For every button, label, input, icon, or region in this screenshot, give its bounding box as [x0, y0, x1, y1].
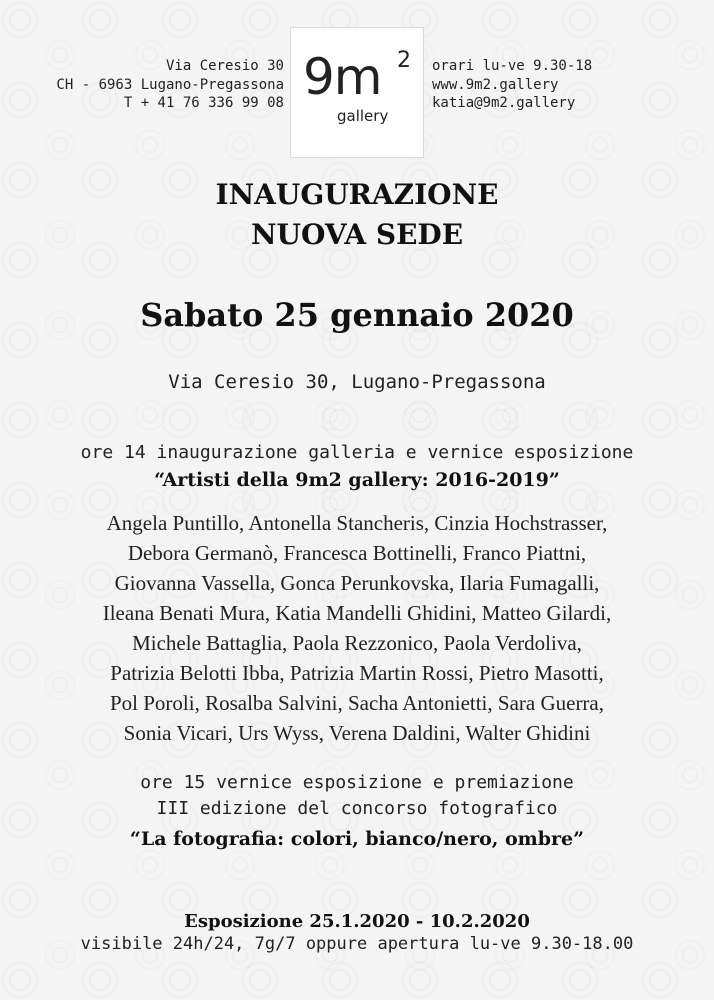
header-email: katia@9m2.gallery — [432, 95, 576, 111]
event-date: Sabato 25 gennaio 2020 — [140, 296, 574, 334]
artist-line: Patrizia Belotti Ibba, Patrizia Martin Rossi, Pietro Masotti, — [110, 661, 604, 685]
header-website: www.9m2.gallery — [432, 76, 559, 93]
logo-subtext: gallery — [337, 107, 389, 125]
logo-superscript: 2 — [397, 48, 411, 73]
header-city: CH - 6963 Lugano-Pregassona — [56, 76, 284, 93]
header-phone: T + 41 76 336 99 08 — [123, 95, 284, 111]
artist-line: Pol Poroli, Rosalba Salvini, Sacha Antonietti, Sara Guerra, — [109, 691, 604, 715]
artist-line: Giovanna Vassella, Gonca Perunkovska, Ilaria Fumagalli, — [114, 571, 600, 595]
header-address: Via Ceresio 30 — [165, 58, 284, 74]
header-contact-left — [56, 57, 284, 113]
event-address: Via Ceresio 30, Lugano-Pregassona — [168, 371, 546, 393]
artist-list — [0, 508, 714, 748]
header-contact-right — [432, 57, 592, 113]
exhibition-title: “Artisti della 9m2 gallery: 2016-2019” — [154, 469, 560, 491]
gallery-logo — [290, 27, 424, 158]
title-line-1: INAUGURAZIONE — [215, 178, 499, 211]
visibility-hours: visibile 24h/24, 7g/7 oppure apertura lu-ve 9.30-18.00 — [80, 934, 634, 954]
event-title — [0, 175, 714, 255]
award-schedule-line: ore 15 vernice esposizione e premiazione — [140, 772, 574, 793]
artist-line: Angela Puntillo, Antonella Stancheris, Cinzia Hochstrasser, — [106, 511, 608, 535]
artist-line: Debora Germanò, Francesca Bottinelli, Franco Piattni, — [127, 541, 587, 565]
artist-line: Michele Battaglia, Paola Rezzonico, Paola Verdoliva, — [132, 631, 582, 655]
contest-title: “La fotografia: colori, bianco/nero, ombre” — [129, 828, 585, 850]
exhibition-dates: Esposizione 25.1.2020 - 10.2.2020 — [184, 911, 530, 932]
artist-line: Sonia Vicari, Urs Wyss, Verena Daldini, Walter Ghidini — [123, 721, 591, 745]
logo-main-text: 9m — [303, 48, 382, 106]
header-hours: orari lu-ve 9.30-18 — [432, 58, 593, 74]
contest-edition-line: III edizione del concorso fotografico — [156, 798, 558, 819]
artist-line: Ileana Benati Mura, Katia Mandelli Ghidini, Matteo Gilardi, — [102, 601, 612, 625]
title-line-2: NUOVA SEDE — [250, 218, 464, 251]
opening-schedule-line: ore 14 inaugurazione galleria e vernice esposizione — [80, 442, 634, 463]
